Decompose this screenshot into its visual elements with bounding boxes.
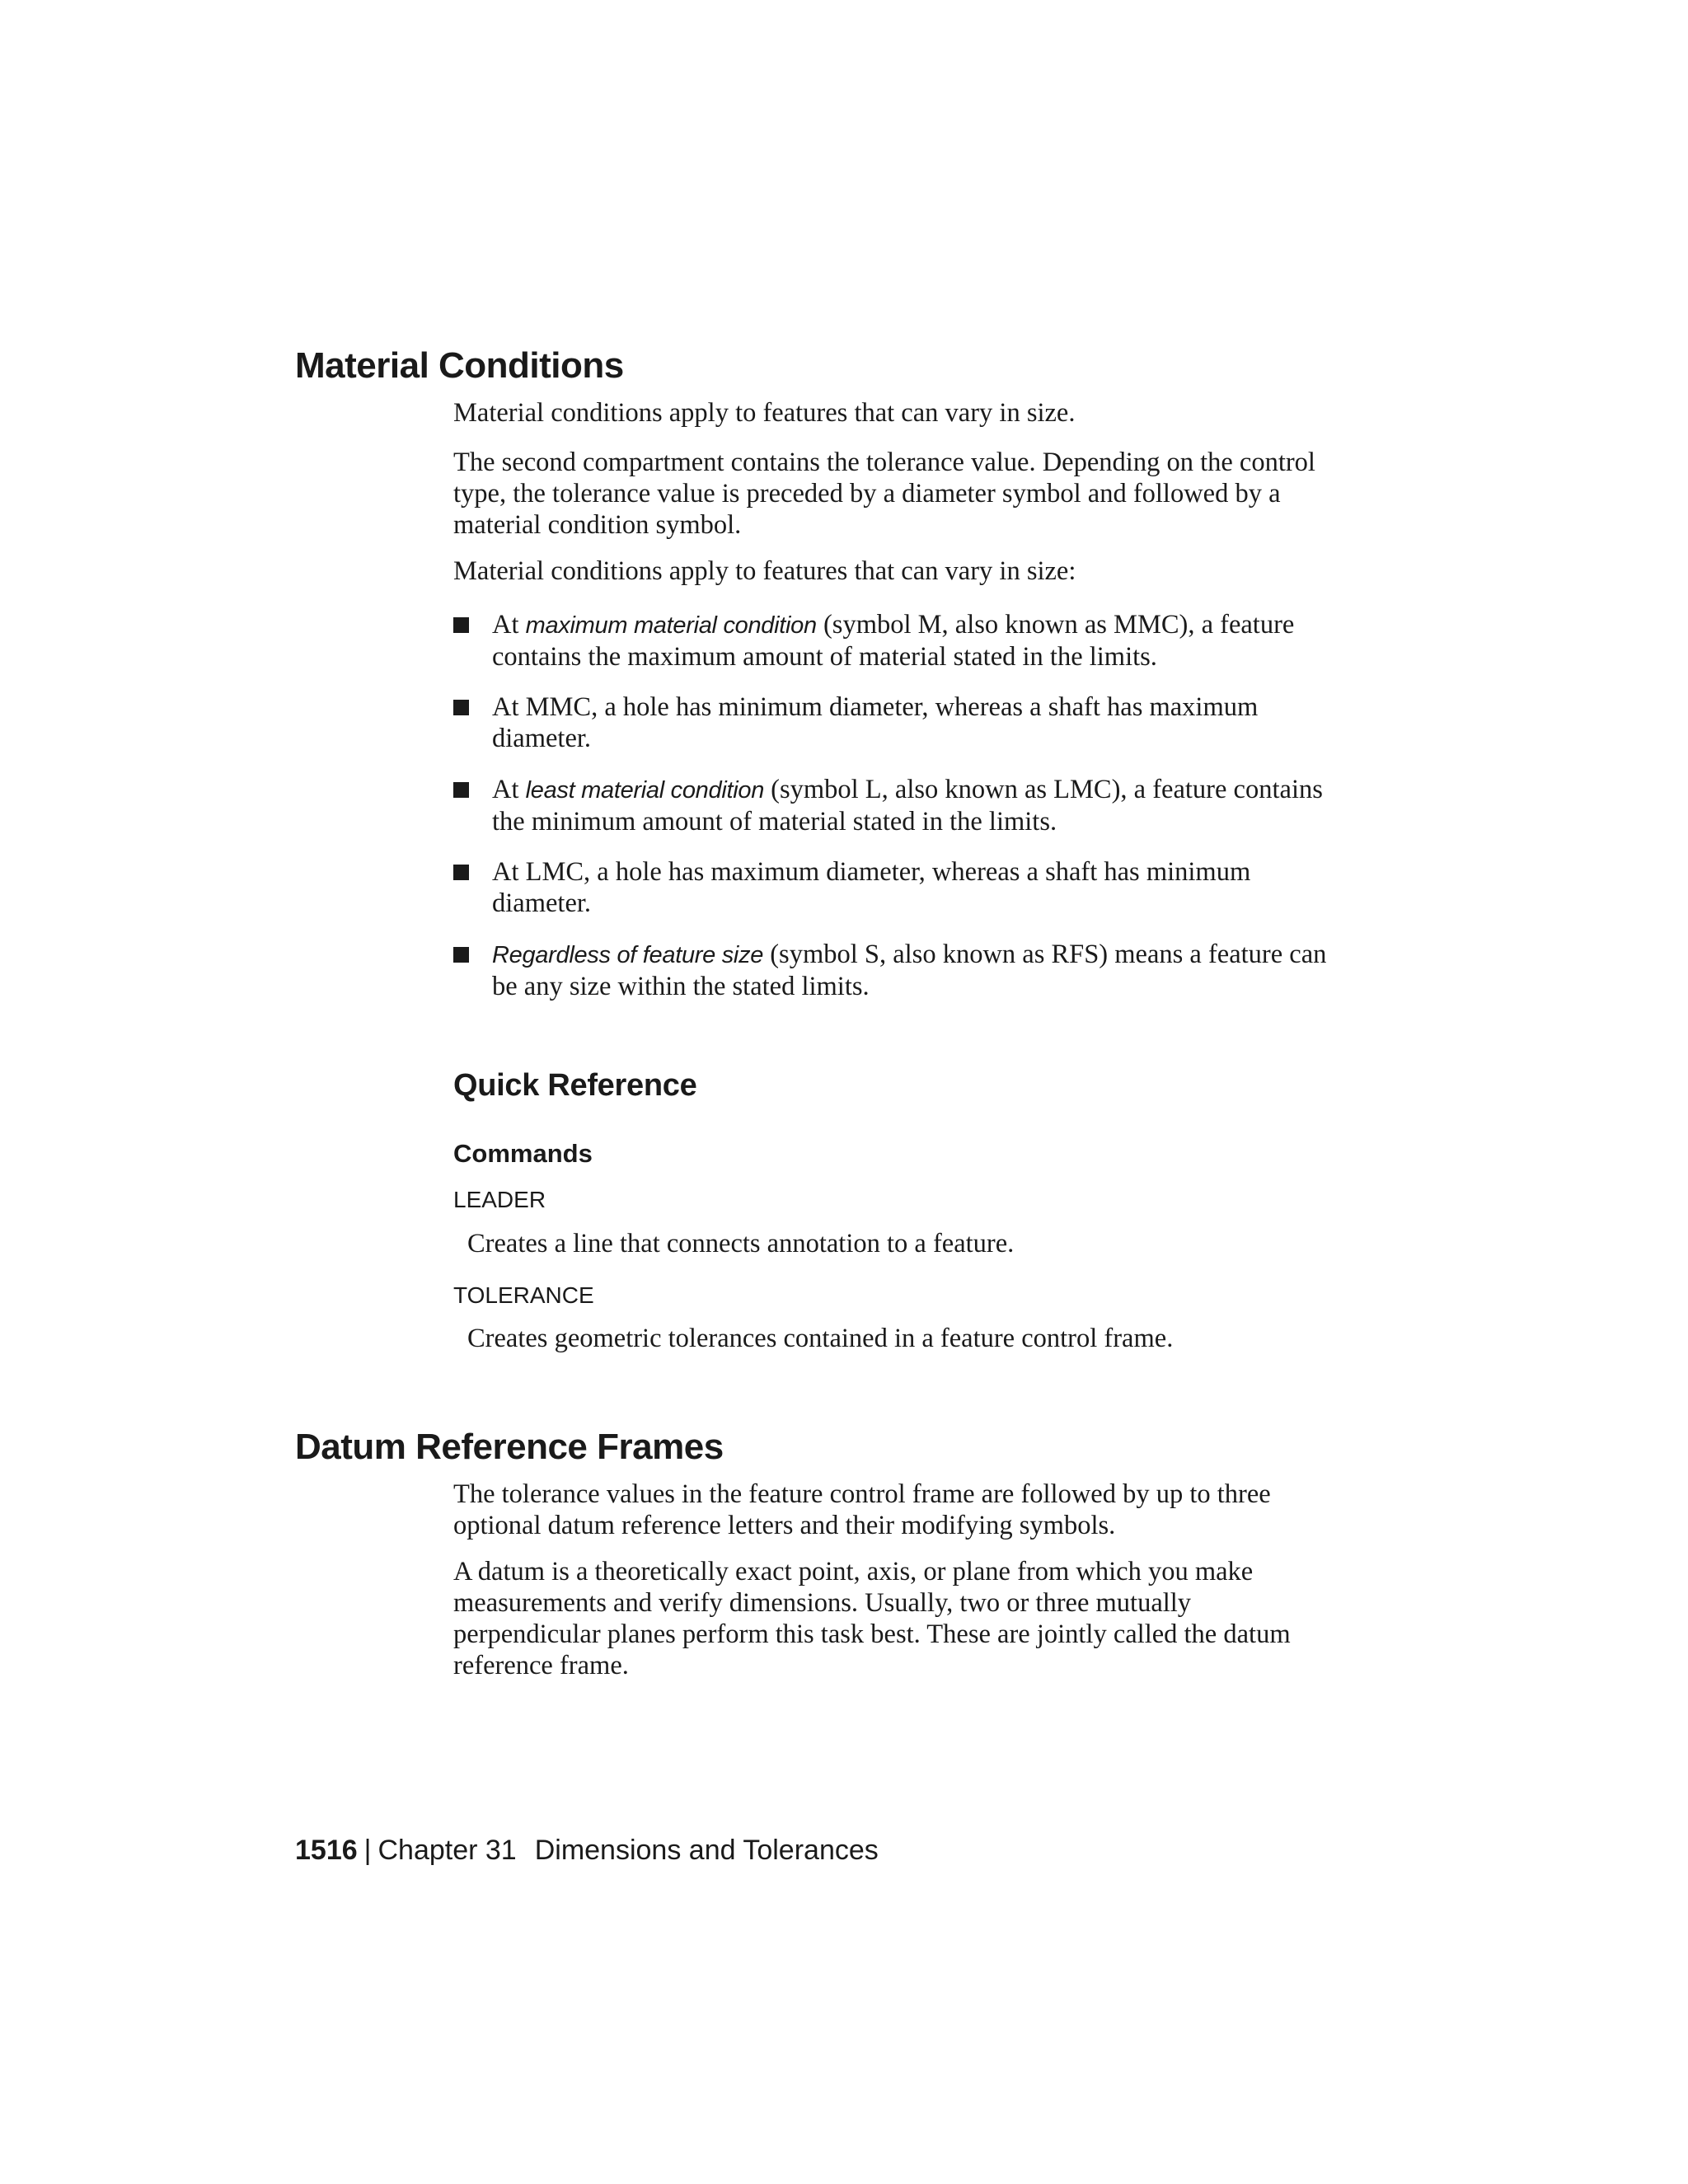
paragraph: Material conditions apply to features that can vary in size.: [453, 398, 1076, 428]
bullet-text-part: At LMC, a hole has maximum diameter, whereas a shaft has minimum diameter.: [492, 857, 1251, 918]
chapter-title: Dimensions and Tolerances: [534, 1835, 879, 1866]
paragraph: Material conditions apply to features that can vary in size:: [453, 556, 1076, 586]
bullet-text: [492, 609, 1335, 673]
bullet-text-part: (symbol M, also known as MMC), a feature contains the maximum amount of material stated in the limits.: [492, 610, 1295, 672]
bullet-text-part: At MMC, a hole has minimum diameter, whereas a shaft has maximum diameter.: [492, 692, 1259, 753]
section-heading-material-conditions: Material Conditions: [295, 345, 624, 386]
command-description: Creates geometric tolerances contained in a feature control frame.: [467, 1324, 1174, 1353]
page-footer: [295, 1836, 879, 1864]
bullet-marker-icon: [453, 782, 469, 798]
bullet-marker-icon: [453, 617, 469, 633]
bullet-item: [453, 609, 1335, 673]
bullet-text-part: (symbol L, also known as LMC), a feature contains the minimum amount of material stated in the limits.: [492, 775, 1323, 837]
bullet-item: [453, 856, 1335, 919]
footer-separator: |: [363, 1835, 372, 1866]
bullet-marker-icon: [453, 700, 469, 715]
bullet-term: Regardless of feature size: [492, 942, 764, 968]
bullet-item: [453, 939, 1335, 1002]
subsection-heading-quick-reference: Quick Reference: [453, 1068, 697, 1103]
bullet-text: [492, 774, 1335, 837]
command-name-tolerance: TOLERANCE: [453, 1282, 594, 1308]
bullet-item: [453, 691, 1335, 754]
chapter-label: Chapter 31: [377, 1835, 517, 1866]
bullet-text: [492, 856, 1335, 919]
paragraph: A datum is a theoretically exact point, axis, or plane from which you make measurements and verify dimensions. Usually, two or three mutually perpendicular planes perform this task best. These are jointly called the datum reference frame.: [453, 1557, 1291, 1680]
bullet-text-part: At: [492, 610, 526, 640]
command-description: Creates a line that connects annotation to a feature.: [467, 1229, 1015, 1258]
bullet-marker-icon: [453, 947, 469, 963]
paragraph: The tolerance values in the feature control frame are followed by up to three optional datum reference letters and their modifying symbols.: [453, 1479, 1271, 1540]
bullet-term: least material condition: [525, 777, 765, 804]
section-heading-datum-reference-frames: Datum Reference Frames: [295, 1427, 724, 1467]
bullet-term: maximum material condition: [525, 612, 817, 639]
bullet-text-part: At: [492, 775, 526, 804]
bullet-item: [453, 774, 1335, 837]
bullet-text: [492, 691, 1335, 754]
command-name-leader: LEADER: [453, 1187, 546, 1212]
page-number: 1516: [295, 1835, 358, 1866]
bullet-text: [492, 939, 1335, 1002]
commands-heading: Commands: [453, 1139, 593, 1168]
bullet-marker-icon: [453, 865, 469, 880]
paragraph: The second compartment contains the tolerance value. Depending on the control type, the tolerance value is preceded by a diameter symbol and followed by a material condition symbol.: [453, 448, 1315, 540]
bullet-text-part: (symbol S, also known as RFS) means a feature can be any size within the stated limits.: [492, 940, 1327, 1001]
